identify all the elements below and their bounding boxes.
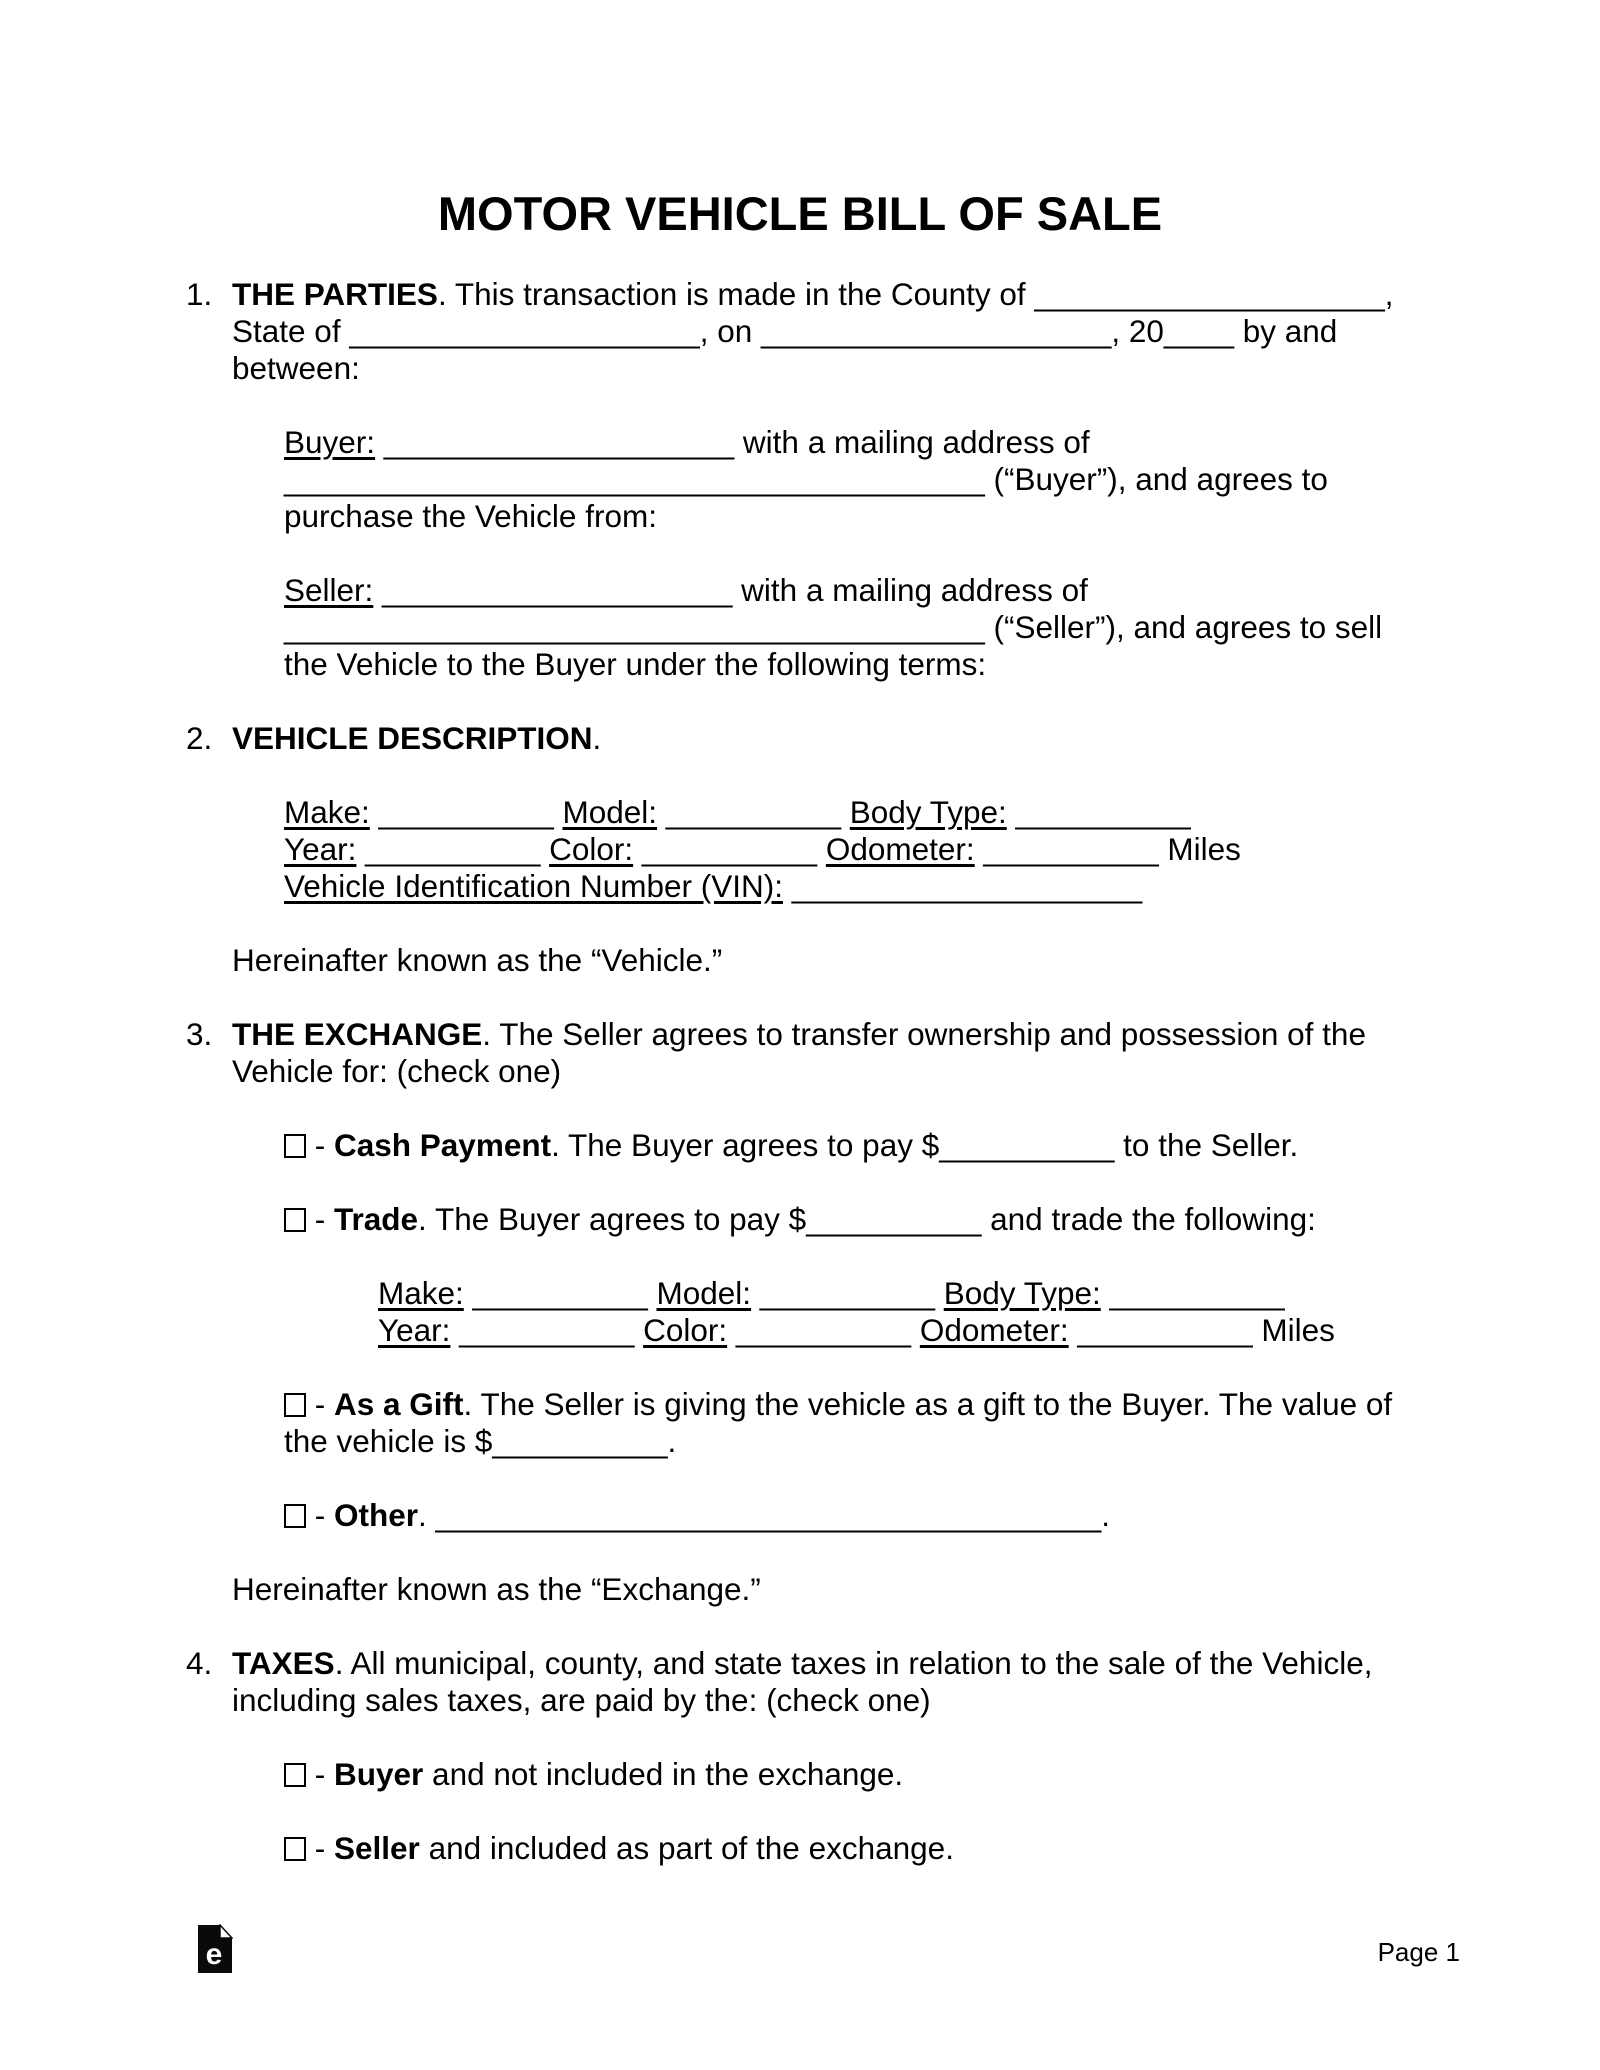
text-line (232, 276, 1422, 313)
text-run: __________ Miles (1068, 1312, 1335, 1348)
other-option (284, 1497, 1422, 1534)
text-run: the vehicle is $__________. (284, 1423, 677, 1459)
text-run: __________ (727, 1312, 920, 1348)
text-run: Hereinafter known as the “Vehicle.” (232, 942, 723, 978)
text-line (232, 1682, 1422, 1719)
field-label: Buyer: (284, 424, 376, 460)
buyer-clause (284, 424, 1422, 535)
checkbox[interactable] (284, 1134, 306, 1158)
text-run: . The Buyer agrees to pay $__________ to the Seller. (551, 1127, 1299, 1163)
text-run: and not included in the exchange. (423, 1756, 904, 1792)
text-line (378, 1312, 1422, 1349)
checkbox[interactable] (284, 1763, 306, 1787)
hereinafter-vehicle (232, 942, 1422, 979)
bold-text: Other (334, 1497, 419, 1533)
field-label: Year: (378, 1312, 451, 1348)
checkbox[interactable] (284, 1504, 306, 1528)
text-line (232, 720, 1422, 757)
text-line (232, 942, 1422, 979)
checkbox[interactable] (284, 1837, 306, 1861)
text-run: . The Seller agrees to transfer ownership and possession of the (482, 1016, 1366, 1052)
text-run: ____________________ with a mailing address of (375, 424, 1090, 460)
trade-vehicle-fields (378, 1275, 1422, 1349)
text-run: - (306, 1497, 334, 1533)
text-run: Hereinafter known as the “Exchange.” (232, 1571, 761, 1607)
vehicle-description-fields (284, 794, 1422, 905)
bold-text: Cash Payment (334, 1127, 552, 1163)
bold-text: THE PARTIES (232, 276, 438, 312)
bold-text: As a Gift (334, 1386, 464, 1422)
text-run: __________ (1100, 1275, 1285, 1311)
field-label: Color: (643, 1312, 728, 1348)
text-run: __________ (356, 831, 550, 867)
field-label: Year: (284, 831, 357, 867)
section-number: 4. (186, 1645, 213, 1681)
text-line (284, 1756, 1422, 1793)
bold-text: TAXES (232, 1645, 335, 1681)
section-the-parties (186, 276, 1422, 387)
text-run: __________ (657, 794, 850, 830)
gift-option (284, 1386, 1422, 1460)
section-number: 3. (186, 1016, 213, 1052)
field-label: Seller: (284, 572, 374, 608)
document-blocks (186, 276, 1422, 1867)
text-line (232, 1053, 1422, 1090)
text-run: . (592, 720, 602, 756)
text-line (284, 1201, 1422, 1238)
hereinafter-exchange (232, 1571, 1422, 1608)
section-taxes (186, 1645, 1422, 1719)
text-run: __________ (1006, 794, 1191, 830)
text-run: the Vehicle to the Buyer under the following terms: (284, 646, 987, 682)
text-run: . ______________________________________. (418, 1497, 1110, 1533)
text-line (232, 1645, 1422, 1682)
text-line (284, 461, 1422, 498)
text-run: - (306, 1127, 334, 1163)
text-line (284, 498, 1422, 535)
text-line (284, 831, 1422, 868)
folded-corner-icon (220, 1925, 232, 1938)
text-run: __________ (751, 1275, 944, 1311)
text-line (284, 609, 1422, 646)
taxes-buyer-option (284, 1756, 1422, 1793)
section-the-exchange (186, 1016, 1422, 1090)
text-line (232, 1571, 1422, 1608)
text-line (232, 313, 1422, 350)
text-run: between: (232, 350, 360, 386)
seller-clause (284, 572, 1422, 683)
text-run: __________ Miles (974, 831, 1241, 867)
text-run: State of ____________________, on ____________________, 20____ by and (232, 313, 1338, 349)
text-run: including sales taxes, are paid by the: (check one) (232, 1682, 931, 1718)
text-run: ____________________ with a mailing address of (373, 572, 1088, 608)
text-run: ____________________ (782, 868, 1143, 904)
text-run: . The Buyer agrees to pay $__________ and trade the following: (418, 1201, 1316, 1237)
field-label: Model: (656, 1275, 752, 1311)
text-line (232, 1016, 1422, 1053)
field-label: Vehicle Identification Number (VIN): (284, 868, 783, 904)
text-line (284, 1830, 1422, 1867)
field-label: Odometer: (825, 831, 975, 867)
text-run: - (306, 1386, 334, 1422)
taxes-seller-option (284, 1830, 1422, 1867)
bold-text: Buyer (334, 1756, 424, 1792)
text-run: . This transaction is made in the County of ____________________, (437, 276, 1394, 312)
text-run: __________ (463, 1275, 657, 1311)
bold-text: VEHICLE DESCRIPTION (232, 720, 593, 756)
checkbox[interactable] (284, 1208, 306, 1232)
field-label: Model: (562, 794, 658, 830)
trade-option (284, 1201, 1422, 1238)
field-label: Make: (284, 794, 370, 830)
text-line (284, 572, 1422, 609)
section-number: 1. (186, 276, 213, 312)
text-run: . The Seller is giving the vehicle as a gift to the Buyer. The value of (463, 1386, 1393, 1422)
logo-letter: e (205, 1938, 223, 1971)
section-vehicle-description (186, 720, 1422, 757)
text-line (284, 424, 1422, 461)
eforms-document-logo (197, 1924, 233, 1974)
text-run: purchase the Vehicle from: (284, 498, 657, 534)
text-run: Vehicle for: (check one) (232, 1053, 562, 1089)
section-number: 2. (186, 720, 213, 756)
field-label: Body Type: (849, 794, 1007, 830)
text-run: ________________________________________ (“Buyer”), and agrees to (284, 461, 1328, 497)
cash-payment-option (284, 1127, 1422, 1164)
field-label: Color: (549, 831, 634, 867)
text-run: - (306, 1756, 334, 1792)
text-line (284, 1497, 1422, 1534)
field-label: Body Type: (943, 1275, 1101, 1311)
text-run: - (306, 1201, 334, 1237)
text-line (378, 1275, 1422, 1312)
text-line (284, 794, 1422, 831)
text-line (284, 1423, 1422, 1460)
bold-text: THE EXCHANGE (232, 1016, 483, 1052)
bold-text: Seller (334, 1830, 420, 1866)
text-line (284, 646, 1422, 683)
field-label: Odometer: (919, 1312, 1069, 1348)
text-run: __________ (633, 831, 826, 867)
field-label: Make: (378, 1275, 464, 1311)
text-run: __________ (450, 1312, 644, 1348)
text-run: - (306, 1830, 334, 1866)
page-number: Page 1 (1377, 1937, 1460, 1967)
document-title: MOTOR VEHICLE BILL OF SALE (437, 187, 1163, 240)
text-line (284, 868, 1422, 905)
text-run: __________ (369, 794, 563, 830)
text-line (284, 1127, 1422, 1164)
text-line (284, 1386, 1422, 1423)
checkbox[interactable] (284, 1393, 306, 1417)
text-run: . All municipal, county, and state taxes in relation to the sale of the Vehicle, (334, 1645, 1373, 1681)
text-run: ________________________________________ (“Seller”), and agrees to sell (284, 609, 1383, 645)
bold-text: Trade (334, 1201, 419, 1237)
text-line (232, 350, 1422, 387)
text-run: and included as part of the exchange. (419, 1830, 954, 1866)
